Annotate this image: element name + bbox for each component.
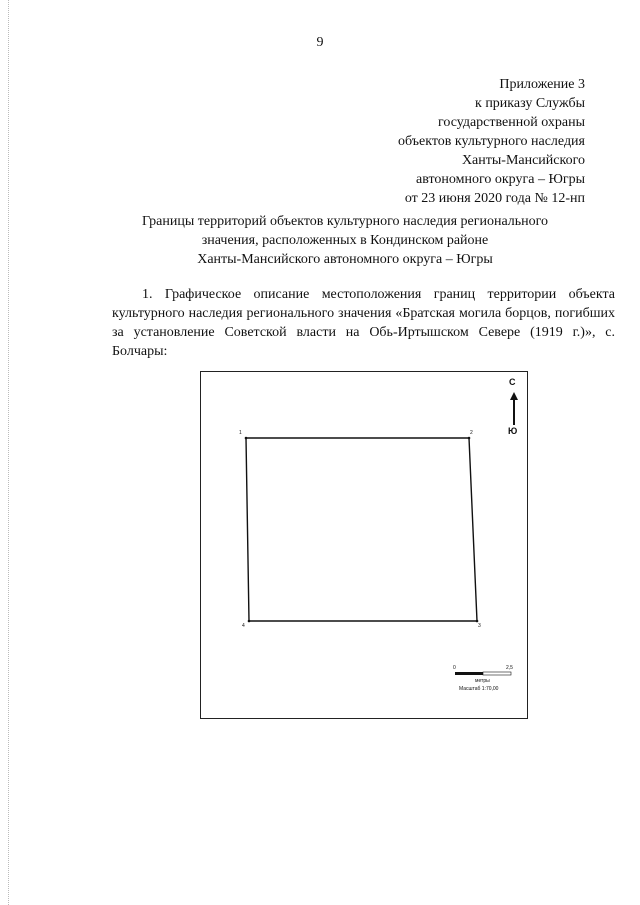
- scale-bar-segment: [483, 672, 511, 675]
- point-label-3: 3: [478, 623, 481, 629]
- scan-margin: [8, 0, 10, 905]
- description-paragraph: 1. Графическое описание местоположения границ территории объекта культурного наследия регионального значения «Братская могила борцов, погибших за установление Советской власти на Обь-Иртышском Севере (1919 г.)», с. Болчары:: [112, 287, 615, 359]
- boundary-map: [200, 371, 528, 719]
- scale-ratio-label: Масштаб 1:70,00: [459, 686, 499, 692]
- appendix-line: автономного округа – Югры: [416, 172, 585, 187]
- scale-min-label: 0: [453, 665, 456, 671]
- north-label: С: [509, 377, 516, 387]
- north-arrow-head: [510, 392, 518, 400]
- boundary-point-2: [468, 437, 471, 440]
- boundary-polygon: [246, 438, 477, 621]
- scale-unit-label: метры: [475, 678, 490, 684]
- appendix-line: Ханты-Мансийского: [461, 153, 585, 168]
- appendix-line: объектов культурного наследия: [397, 134, 585, 149]
- title-line: значения, расположенных в Кондинском районе: [201, 233, 489, 248]
- scale-bar-segment: [455, 672, 483, 675]
- scale-max-label: 2,5: [506, 665, 513, 671]
- appendix-header: [398, 75, 585, 208]
- document-title: [80, 212, 610, 269]
- appendix-line: к приказу Службы: [475, 96, 585, 111]
- boundary-point-3: [476, 620, 479, 623]
- boundary-point-4: [248, 620, 251, 623]
- point-label-4: 4: [242, 623, 245, 629]
- page-number: 9: [316, 35, 324, 50]
- appendix-line: от 23 июня 2020 года № 12-нп: [404, 191, 585, 206]
- south-label: Ю: [508, 426, 518, 436]
- title-line: Ханты-Мансийского автономного округа – Югры: [197, 252, 493, 267]
- boundary-map-drawing: [201, 372, 529, 720]
- appendix-line: государственной охраны: [437, 115, 585, 130]
- appendix-line: Приложение 3: [499, 77, 585, 92]
- point-label-2: 2: [470, 430, 473, 436]
- boundary-point-1: [245, 437, 248, 440]
- point-label-1: 1: [239, 430, 242, 436]
- title-line: Границы территорий объектов культурного наследия регионального: [141, 214, 549, 229]
